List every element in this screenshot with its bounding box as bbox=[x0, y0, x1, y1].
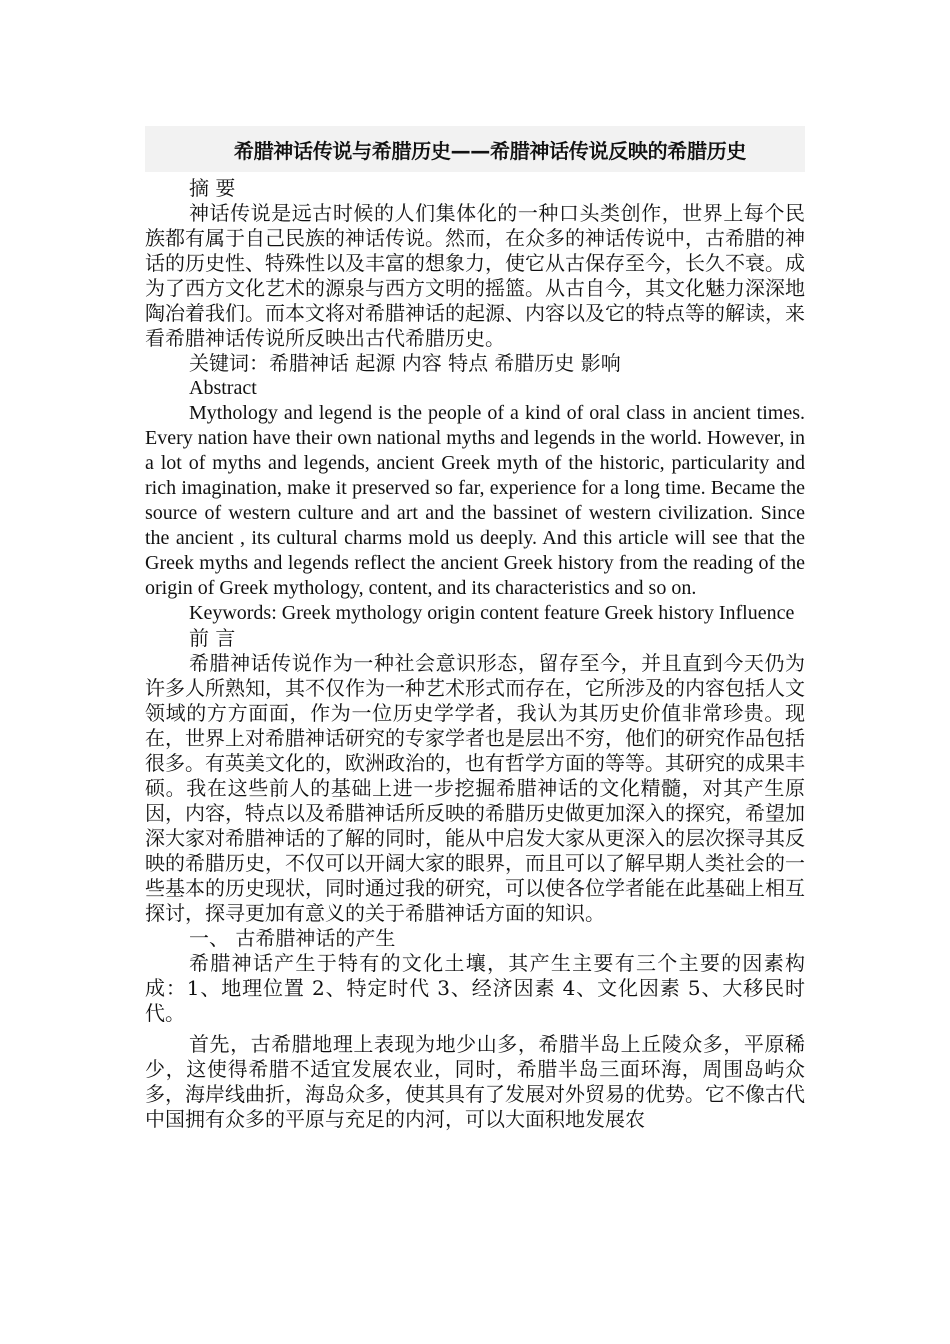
section1-paragraph: 希腊神话产生于特有的文化土壤，其产生主要有三个主要的因素构成：1、地理位置 2、特定时代 3、经济因素 4、文化因素 5、大移民时代。 bbox=[145, 951, 805, 1025]
abstract-en-heading: Abstract bbox=[189, 377, 257, 399]
abstract-heading: 摘 要 bbox=[189, 176, 236, 200]
keywords-en: Keywords: Greek mythology origin content feature Greek history Influence bbox=[189, 602, 795, 624]
title-bar bbox=[145, 126, 805, 172]
abstract-en-paragraph: Mythology and legend is the people of a kind of oral class in ancient times. Every nation have their own national myths and legends in the world. However, in a lot of myths and legends, ancient Greek myth of the historic, particularity and rich imagination, make it preserved so far, experience for a long time. Became the source of western culture and art and the bassinet of western civilization. Since the ancient , its cultural charms mold us deeply. And this article will see that the Greek myths and legends reflect the ancient Greek history from the reading of the origin of Greek mythology, content, and its characteristics and so on. bbox=[145, 402, 805, 599]
preface-paragraph: 希腊神话传说作为一种社会意识形态，留存至今，并且直到今天仍为许多人所熟知，其不仅作为一种艺术形式而存在，它所涉及的内容包括人文领域的方方面面，作为一位历史学学者，我认为其历史价值非常珍贵。现在，世界上对希腊神话研究的专家学者也是层出不穷，他们的研究作品包括很多。有英美文化的，欧洲政治的，也有哲学方面的等等。其研究的成果丰硕。我在这些前人的基础上进一步挖掘希腊神话的文化精髓，对其产生原因，内容，特点以及希腊神话所反映的希腊历史做更加深入的探究，希望加深大家对希腊神话的了解的同时，能从中启发大家从更深入的层次探寻其反映的希腊历史，不仅可以开阔大家的眼界，而且可以了解早期人类社会的一些基本的历史现状，同时通过我的研究，可以使各位学者能在此基础上相互探讨，探寻更加有意义的关于希腊神话方面的知识。 bbox=[145, 651, 805, 925]
document-body bbox=[145, 126, 805, 1132]
keywords-cn: 关键词：希腊神话 起源 内容 特点 希腊历史 影响 bbox=[189, 351, 621, 375]
section1-heading: 一、 古希腊神话的产生 bbox=[189, 926, 396, 950]
document-title: 希腊神话传说与希腊历史——希腊神话传说反映的希腊历史 bbox=[233, 138, 747, 163]
preface-heading: 前 言 bbox=[189, 626, 236, 650]
section1-paragraph-2: 首先，古希腊地理上表现为地少山多，希腊半岛上丘陵众多，平原稀少，这使得希腊不适宜发展农业，同时，希腊半岛三面环海，周围岛屿众多，海岸线曲折，海岛众多，使其具有了发展对外贸易的优势。它不像古代中国拥有众多的平原与充足的内河，可以大面积地发展农 bbox=[145, 1032, 805, 1131]
abstract-paragraph: 神话传说是远古时候的人们集体化的一种口头类创作，世界上每个民族都有属于自己民族的神话传说。然而，在众多的神话传说中，古希腊的神话的历史性、特殊性以及丰富的想象力，使它从古保存至今，长久不衰。成为了西方文化艺术的源泉与西方文明的摇篮。从古自今，其文化魅力深深地陶冶着我们。而本文将对希腊神话的起源、内容以及它的特点等的解读，来看希腊神话传说所反映出古代希腊历史。 bbox=[145, 201, 805, 350]
